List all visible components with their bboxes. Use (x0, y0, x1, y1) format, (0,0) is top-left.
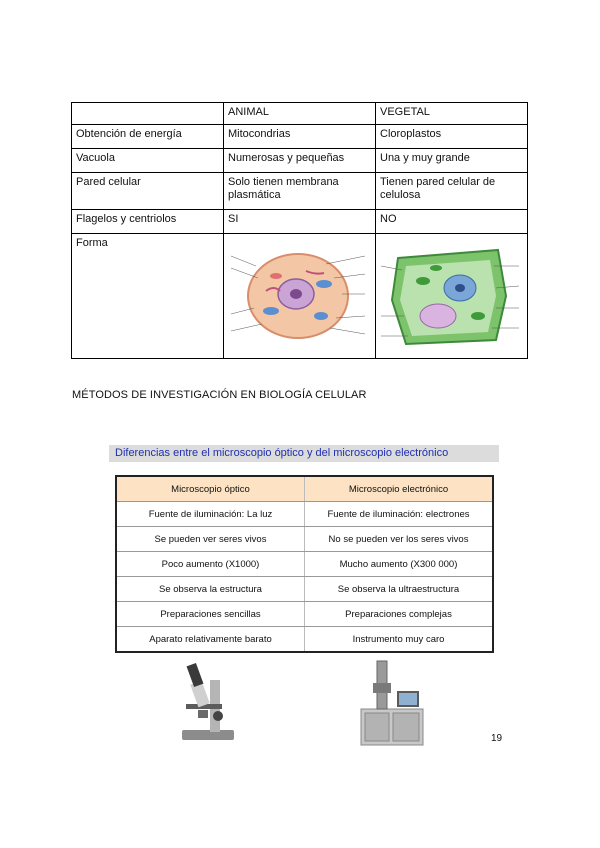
plant-cell-illustration (376, 234, 528, 359)
microscope-comparison-table (115, 475, 494, 653)
row-vegetal: Cloroplastos (376, 125, 528, 149)
microscope-comparison-banner: Diferencias entre el microscopio óptico y del microscopio electrónico (109, 445, 499, 462)
row-animal: SI (224, 210, 376, 234)
row-animal: Solo tienen membrana plasmática (224, 173, 376, 210)
row-label: Obtención de energía (72, 125, 224, 149)
electron-cell: Mucho aumento (X300 000) (305, 552, 494, 577)
optical-cell: Poco aumento (X1000) (116, 552, 305, 577)
row-label: Forma (72, 234, 224, 359)
electron-cell: Instrumento muy caro (305, 627, 494, 653)
header-optical: Microscopio óptico (116, 476, 305, 502)
animal-cell-image (226, 236, 370, 352)
row-vegetal: Tienen pared celular de celulosa (376, 173, 528, 210)
optical-cell: Fuente de iluminación: La luz (116, 502, 305, 527)
optical-cell: Se pueden ver seres vivos (116, 527, 305, 552)
row-label: Pared celular (72, 173, 224, 210)
row-vegetal: NO (376, 210, 528, 234)
optical-cell: Se observa la estructura (116, 577, 305, 602)
optical-cell: Preparaciones sencillas (116, 602, 305, 627)
animal-cell-illustration (224, 234, 376, 359)
row-label: Vacuola (72, 149, 224, 173)
electron-cell: Fuente de iluminación: electrones (305, 502, 494, 527)
optical-cell: Aparato relativamente barato (116, 627, 305, 653)
electron-cell: Preparaciones complejas (305, 602, 494, 627)
electron-microscope-image (357, 657, 427, 749)
electron-cell: No se pueden ver los seres vivos (305, 527, 494, 552)
row-label: Flagelos y centriolos (72, 210, 224, 234)
plant-cell-image (378, 236, 522, 352)
header-animal: ANIMAL (224, 103, 376, 125)
cell-comparison-table (71, 102, 528, 359)
header-electron: Microscopio electrónico (305, 476, 494, 502)
optical-microscope-image (176, 660, 240, 742)
section-title: MÉTODOS DE INVESTIGACIÓN EN BIOLOGÍA CELULAR (72, 389, 367, 401)
row-animal: Numerosas y pequeñas (224, 149, 376, 173)
header-vegetal: VEGETAL (376, 103, 528, 125)
electron-cell: Se observa la ultraestructura (305, 577, 494, 602)
row-animal: Mitocondrias (224, 125, 376, 149)
row-vegetal: Una y muy grande (376, 149, 528, 173)
page-number: 19 (491, 733, 503, 744)
header-empty (72, 103, 224, 125)
